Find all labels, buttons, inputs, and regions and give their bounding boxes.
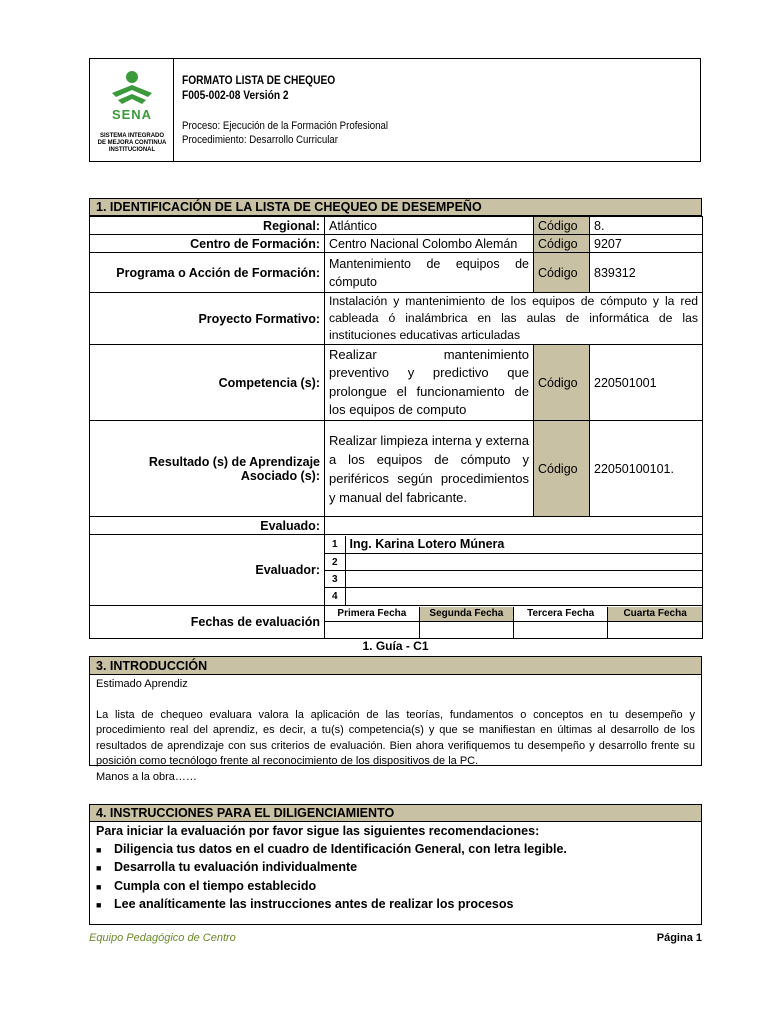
section4-title: 4. INSTRUCCIONES PARA EL DILIGENCIAMIENTO <box>89 804 702 822</box>
fecha-field[interactable] <box>325 622 419 638</box>
intro-closing: Manos a la obra…… <box>96 770 197 783</box>
programa-label: Programa o Acción de Formación: <box>90 253 325 293</box>
procedure-text: Procedimiento: Desarrollo Curricular <box>182 134 339 146</box>
fecha-header: Segunda Fecha <box>419 607 513 622</box>
logo-text: SENA <box>111 107 153 122</box>
fecha-field[interactable] <box>514 622 608 638</box>
instruction-item <box>96 859 695 878</box>
competencia-code[interactable]: 220501001 <box>590 345 703 421</box>
evaluador-name[interactable] <box>345 554 702 571</box>
intro-body: La lista de chequeo evaluara valora la aplicación de las teorías, fundamentos o conceptos en tu desempeño y procedimiento real del aprendiz, es decir, a tu(s) competencia(s) y que se manifiestan en últimas al desarrollo de los resultados de aprendizaje con sus criterios de evaluación. Bien ahora verifiquemos tu desempeño y desarrollo frente su posición como tecnólogo frente al reconocimiento de los dispositivos de la PC. <box>96 708 695 767</box>
programa-value[interactable]: Mantenimiento de equipos de cómputo <box>325 253 534 293</box>
evaluador-name[interactable] <box>345 571 702 588</box>
codigo-label: Código <box>534 253 590 293</box>
evaluador-number: 2 <box>325 554 345 571</box>
evaluador-name[interactable]: Ing. Karina Lotero Múnera <box>345 536 702 554</box>
fechas-cell <box>325 606 703 639</box>
competencia-label: Competencia (s): <box>90 345 325 421</box>
competencia-value[interactable]: Realizar mantenimiento preventivo y predictivo que prolongue el funcionamiento de los equipos de computo <box>325 345 534 421</box>
resultado-value[interactable]: Realizar limpieza interna y externa a los equipos de cómputo y periféricos según procedimientos y manual del fabricante. <box>325 421 534 517</box>
document-header <box>89 58 701 162</box>
bullet-icon: ■ <box>96 900 102 910</box>
fecha-field[interactable] <box>419 622 513 638</box>
logo-subtitle <box>90 133 174 154</box>
identification-table <box>89 216 703 639</box>
centro-value[interactable]: Centro Nacional Colombo Alemán <box>325 235 534 253</box>
instructions-box <box>89 821 702 925</box>
programa-code[interactable]: 839312 <box>590 253 703 293</box>
intro-greeting: Estimado Aprendiz <box>96 678 188 690</box>
regional-label: Regional: <box>90 217 325 235</box>
proyecto-label: Proyecto Formativo: <box>90 293 325 345</box>
fecha-header: Tercera Fecha <box>514 607 608 622</box>
section1-title: 1. IDENTIFICACIÓN DE LA LISTA DE CHEQUEO DE DESEMPEÑO <box>89 198 702 216</box>
fecha-header: Primera Fecha <box>325 607 419 622</box>
evaluador-label: Evaluador: <box>90 535 325 606</box>
bullet-icon: ■ <box>96 881 102 892</box>
evaluador-number: 4 <box>325 588 345 605</box>
fecha-field[interactable] <box>608 622 702 638</box>
bullet-icon: ■ <box>96 844 102 855</box>
section3-title: 3. INTRODUCCIÓN <box>89 656 702 675</box>
codigo-label: Código <box>534 421 590 517</box>
resultado-code[interactable]: 22050100101. <box>590 421 703 517</box>
bullet-icon: ■ <box>96 863 102 873</box>
form-code: F005-002-08 Versión 2 <box>182 88 289 102</box>
evaluador-number: 3 <box>325 571 345 588</box>
logo-subtitle-line: INSTITUCIONAL <box>108 147 156 153</box>
fecha-header: Cuarta Fecha <box>608 607 702 622</box>
codigo-label: Código <box>534 345 590 421</box>
codigo-label: Código <box>534 235 590 253</box>
page-number: Página 1 <box>656 932 702 944</box>
logo-subtitle-line: DE MEJORA CONTINUA <box>97 140 167 146</box>
regional-code[interactable]: 8. <box>590 217 703 235</box>
instruction-item <box>96 878 695 897</box>
instruction-text: Cumpla con el tiempo establecido <box>114 878 317 893</box>
guide-label: 1. Guía - C1 <box>362 639 429 653</box>
evaluador-cell <box>325 535 703 606</box>
fechas-table <box>325 607 702 638</box>
centro-label: Centro de Formación: <box>90 235 325 253</box>
evaluado-label: Evaluado: <box>90 517 325 535</box>
instruction-text: Diligencia tus datos en el cuadro de Identificación General, con letra legible. <box>114 841 567 856</box>
evaluador-name[interactable] <box>345 588 702 605</box>
centro-code[interactable]: 9207 <box>590 235 703 253</box>
process-text: Proceso: Ejecución de la Formación Profesional <box>182 120 389 132</box>
form-title: FORMATO LISTA DE CHEQUEO <box>182 73 336 87</box>
evaluado-field[interactable] <box>325 517 703 535</box>
instruction-item <box>96 896 695 915</box>
proyecto-value[interactable]: Instalación y mantenimiento de los equipos de cómputo y la red cableada ó inalámbrica en las aulas de informática de las instituciones educativas articuladas <box>325 293 703 345</box>
fechas-label: Fechas de evaluación <box>90 606 325 639</box>
logo-box <box>90 59 174 161</box>
instructions-intro: Para iniciar la evaluación por favor sigue las siguientes recomendaciones: <box>96 824 540 838</box>
resultado-label: Resultado (s) de Aprendizaje Asociado (s): <box>90 421 325 517</box>
evaluador-number: 1 <box>325 536 345 554</box>
introduction-box <box>89 674 702 783</box>
codigo-label: Código <box>534 217 590 235</box>
regional-value[interactable]: Atlántico <box>325 217 534 235</box>
footer-left: Equipo Pedagógico de Centro <box>89 932 236 944</box>
logo-subtitle-line: SISTEMA INTEGRADO <box>99 133 165 139</box>
instruction-text: Desarrolla tu evaluación individualmente <box>114 860 358 874</box>
instruction-item <box>96 841 695 860</box>
evaluador-list <box>325 536 702 605</box>
instruction-text: Lee analíticamente las instrucciones antes de realizar los procesos <box>114 897 514 911</box>
